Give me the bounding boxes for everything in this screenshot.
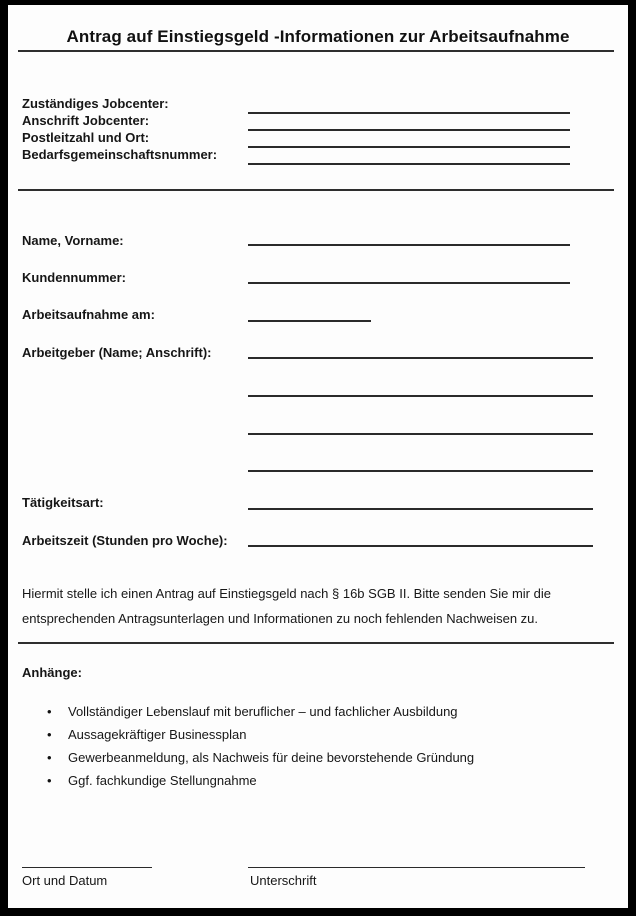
attachment-item xyxy=(47,750,607,765)
attachment-item-text: Aussagekräftiger Businessplan xyxy=(68,727,247,742)
field-line-arbeitgeber-4[interactable] xyxy=(248,470,593,472)
field-line-arbeitgeber-1[interactable] xyxy=(248,357,593,359)
field-line-arbeitszeit[interactable] xyxy=(248,545,593,547)
field-label-zustaendiges-jobcenter: Zuständiges Jobcenter: xyxy=(22,96,169,111)
statement-paragraph: Hiermit stelle ich einen Antrag auf Einstiegsgeld nach § 16b SGB II. Bitte senden Sie mir die entsprechenden Antragsunterlagen und Informationen zu noch fehlenden Nachweisen zu. xyxy=(22,586,551,626)
section-separator-top xyxy=(18,189,614,191)
attachment-item-text: Ggf. fachkundige Stellungnahme xyxy=(68,773,257,788)
field-label-name-vorname: Name, Vorname: xyxy=(22,233,124,248)
signature-label: Unterschrift xyxy=(250,873,317,888)
field-line-taetigkeitsart[interactable] xyxy=(248,508,593,510)
bullet-icon: • xyxy=(47,727,52,742)
field-label-arbeitszeit: Arbeitszeit (Stunden pro Woche): xyxy=(22,533,228,548)
field-label-postleitzahl-ort: Postleitzahl und Ort: xyxy=(22,130,150,145)
field-line-kundennummer[interactable] xyxy=(248,282,570,284)
bullet-icon: • xyxy=(47,704,52,719)
attachment-item xyxy=(47,704,607,719)
field-line-bedarfsgemeinschaftsnummer[interactable] xyxy=(248,163,570,165)
attachment-item-text: Gewerbeanmeldung, als Nachweis für deine bevorstehende Gründung xyxy=(68,750,475,765)
field-line-arbeitgeber-3[interactable] xyxy=(248,433,593,435)
bullet-icon: • xyxy=(47,750,52,765)
section-separator-bottom xyxy=(18,642,614,644)
field-line-anschrift-jobcenter[interactable] xyxy=(248,129,570,131)
place-date-label: Ort und Datum xyxy=(22,873,108,888)
field-line-postleitzahl-ort[interactable] xyxy=(248,146,570,148)
field-label-arbeitgeber: Arbeitgeber (Name; Anschrift): xyxy=(22,345,212,360)
attachment-item xyxy=(47,727,607,742)
signature-line[interactable] xyxy=(248,867,585,868)
field-line-arbeitgeber-2[interactable] xyxy=(248,395,593,397)
attachment-item-text: Vollständiger Lebenslauf mit beruflicher – und fachlicher Ausbildung xyxy=(68,704,458,719)
attachments-heading: Anhänge: xyxy=(22,665,82,680)
field-label-taetigkeitsart: Tätigkeitsart: xyxy=(22,495,104,510)
field-label-arbeitsaufnahme-am: Arbeitsaufnahme am: xyxy=(22,307,155,322)
field-label-kundennummer: Kundennummer: xyxy=(22,270,126,285)
field-label-anschrift-jobcenter: Anschrift Jobcenter: xyxy=(22,113,150,128)
attachment-item xyxy=(47,773,607,788)
form-document xyxy=(8,5,628,908)
field-label-bedarfsgemeinschaftsnummer: Bedarfsgemeinschaftsnummer: xyxy=(22,147,218,162)
field-line-zustaendiges-jobcenter[interactable] xyxy=(248,112,570,114)
title-underline xyxy=(18,50,614,52)
place-date-line[interactable] xyxy=(22,867,152,868)
document-title: Antrag auf Einstiegsgeld -Informationen zur Arbeitsaufnahme xyxy=(66,27,570,46)
bullet-icon: • xyxy=(47,773,52,788)
field-line-arbeitsaufnahme-am[interactable] xyxy=(248,320,371,322)
field-line-name-vorname[interactable] xyxy=(248,244,570,246)
